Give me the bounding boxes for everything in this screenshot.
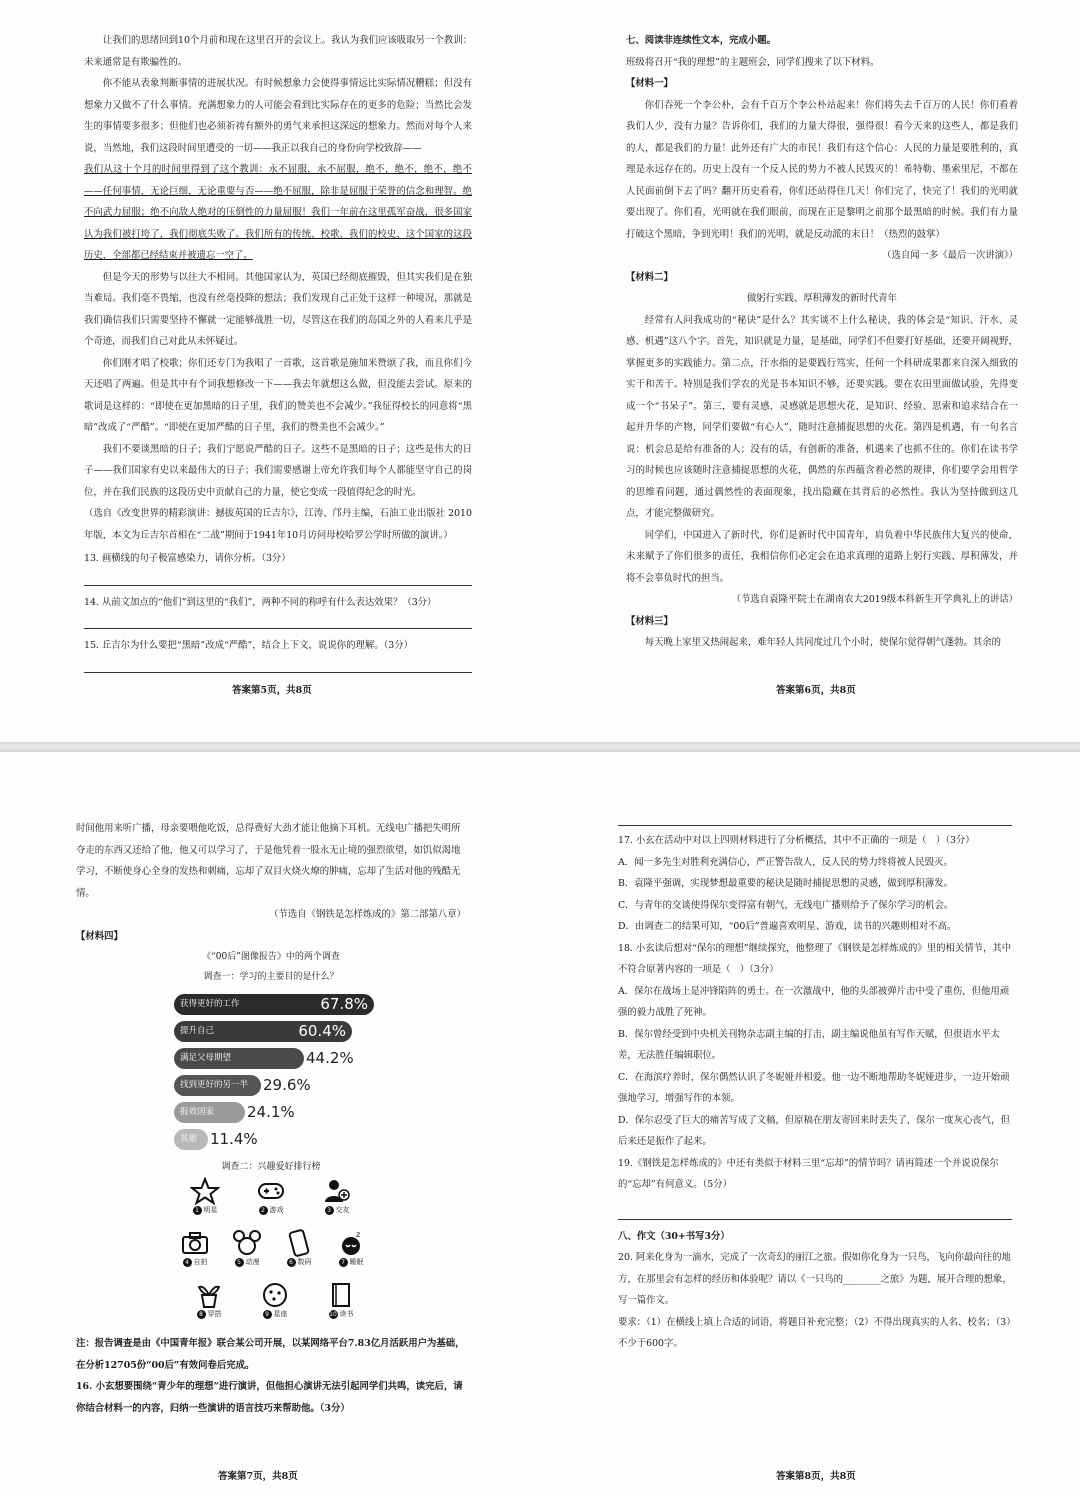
survey-bar xyxy=(174,1129,208,1150)
survey-title: 《“00后”图像报告》中的两个调查 xyxy=(202,952,340,962)
top-sheet xyxy=(0,0,1080,742)
survey-bar-label: 其他 xyxy=(180,1133,198,1144)
sleep-icon xyxy=(336,1229,366,1257)
hobby-label: 动漫 xyxy=(245,1258,260,1266)
p5-paragraph-2: 你不能从表象判断事情的进展状况。有时候想象力会使得事情远比实际情况糟糕；但没有想象力又做不了什么事情。充满想象力的人可能会看到比实际存在的更多的危险；当然比会发生的事情要多很多；但他们也必须祈祷有额外的勇气来承担这深远的想象力。然而对每个人来说，当然地，我们这段时间里遭受的一切——我正以我自己的身份向学校致辞—— xyxy=(84,78,472,154)
camera-icon xyxy=(180,1229,210,1257)
hobby-label: 自拍 xyxy=(193,1258,208,1266)
zodiac-icon xyxy=(260,1281,290,1309)
hobby-item xyxy=(228,1229,266,1267)
rank-badge: 1 xyxy=(193,1206,202,1215)
hobby-item xyxy=(190,1281,228,1319)
hobby-label: 游戏 xyxy=(269,1206,284,1214)
material-2-source: （节选自袁隆平院士在湖南农大2019级本科新生开学典礼上的讲话） xyxy=(731,594,1018,605)
q18-option-d[interactable]: D．保尔忍受了巨大的痛苦写成了文稿，但原稿在朋友寄回来时丢失了，保尔一度灰心丧气，但后来还是振作了起来。 xyxy=(618,1114,1010,1147)
material-2-label: 【材料二】 xyxy=(626,271,673,283)
material-2-paragraph-1: 经常有人问我成功的“秘诀”是什么？其实谈不上什么秘诀，我的体会是“知识、汗水、灵感、机遇”这八个字。首先，知识就是力量，是基础，同学们不但要打好基础，还要开阔视野，掌握更多的实践能力。第二点，汗水指的是要践行笃实，任何一个科研成果都来自深入细致的实干和苦干。特别是我们学农的光是书本知识不够，还要实践。要在农田里面做试验，先得变成一个“书呆子”。第三，要有灵感，灵感就是思想火花，是知识、经验、思索和追求结合在一起并升华的产物，同学们要做“有心人”，随时注意捕捉思想的火花。第四是机遇，有一句名言说：机会总是给有准备的人；没有的话，有创新的准备，机遇来了也抓不住的。你们在读书学习的时候也应该随时注意捕捉思想的火花，偶然的东西蕴含着必然的规律，你们要学会用哲学的思维看问题，通过偶然性的表面现象，找出隐藏在其背后的必然性。我认为坚持做到这几点，才能完整做研究。 xyxy=(626,314,1018,519)
p5-source: （选自《改变世界的精彩演讲：撼拔英国的丘吉尔》，江涛、邝丹主编，石油工业出版社 2010年版，本文为丘吉尔首相在“二战”期间于1941年10月访问母校哈罗公学时所做的演讲。） xyxy=(84,508,472,541)
page-7-footer: 答案第7页，共8页 xyxy=(218,1471,298,1482)
rank-badge: 10 xyxy=(329,1310,337,1318)
page-8-footer: 答案第8页，共8页 xyxy=(776,1471,856,1482)
survey-bar-label: 找到更好的另一半 xyxy=(180,1079,249,1090)
gamepad-icon xyxy=(256,1177,286,1205)
question-18: 18. 小玄读后想对“保尔的理想”继续探究，他整理了《钢铁是怎样炼成的》里的相关情节，其中不符合原著内容的一项是（ ）（3分） xyxy=(618,942,1012,975)
q18-option-b[interactable]: B．保尔曾经受到中央机关刊物杂志副主编的打击，副主编说他虽有写作天赋，但很语水平太差，无法胜任编辑职位。 xyxy=(618,1028,1000,1061)
material-3-continued: 时间他用来听广播，母亲要喂他吃饭，总得费好大劲才能让他摘下耳机。无线电广播把失明所夺走的东西又还给了他，他又可以学习了，于是他凭着一股永无止境的强烈欲望，如饥似渴地学习，不断使身心全身的发热和刺痛，忘却了双目火烧火燎的肿痛，忘却了生活对他的残酷无情。 xyxy=(76,823,461,899)
material-1-label: 【材料一】 xyxy=(626,78,673,89)
hobby-item xyxy=(318,1177,356,1215)
rank-badge: 7 xyxy=(339,1258,348,1267)
hobby-row-3 xyxy=(190,1281,376,1319)
survey-bar-label: 提升自己 xyxy=(180,1025,215,1036)
q17-option-a[interactable]: A．闻一多先生对胜利充满信心，严正警告敌人，反人民的势力终将被人民毁灭。 xyxy=(618,856,953,868)
answer-line-14[interactable] xyxy=(84,613,472,629)
question-17: 17. 小玄在活动中对以上四则材料进行了分析概括，其中不正确的一项是（ ）（3分） xyxy=(618,835,975,846)
survey-bar-row xyxy=(174,991,466,1018)
survey-bar-label: 获得更好的工作 xyxy=(180,998,240,1009)
survey-bar xyxy=(174,994,374,1015)
answer-line-19[interactable] xyxy=(618,1204,1012,1220)
survey-bar-value: 29.6% xyxy=(263,1075,311,1094)
answer-line-15[interactable] xyxy=(84,657,472,673)
survey-bar xyxy=(174,1048,304,1069)
question-14: 14. 从前文加点的“他们”到这里的“我们”，两种不同的称呼有什么表达效果？（3分） xyxy=(84,596,437,608)
survey-bar-value: 24.1% xyxy=(247,1102,295,1121)
answer-line-16[interactable] xyxy=(618,818,1012,826)
q17-option-c[interactable]: C．与青年的交谈使得保尔变得富有朝气，无线电广播则给予了保尔学习的机会。 xyxy=(618,899,954,911)
p5-underlined-passage: 我们从这十个月的时间里得到了这个教训：永不屈服，永不屈服，绝不，绝不，绝不，绝不——任何事情，无论巨细，无论重要与否——绝不屈服，除非是屈服于荣誉的信念和理智。绝不向武力屈服；绝不向敌人绝对的压倒性的力量屈服！我们一年前在这里孤军奋战，很多国家认为我们被打垮了，我们彻底失败了。我们所有的传统、校歌、我们的校史、这个国家的这段历史，全部都已经结束并被遗忘一空了。 xyxy=(84,164,472,261)
section-7-heading: 七、阅读非连续性文本，完成小题。 xyxy=(626,35,777,46)
survey-1-title: 调查一：学习的主要目的是什么？ xyxy=(203,972,339,982)
hobby-row-2 xyxy=(176,1229,376,1267)
q17-option-b[interactable]: B．袁隆平强调，实现梦想最重要的秘诀是随时捕捉思想的灵感，做到厚积薄发。 xyxy=(618,878,954,889)
hobby-label: 交友 xyxy=(335,1206,350,1214)
q17-option-d[interactable]: D．由调查二的结果可知，“00后”普遍喜欢明星、游戏，读书的兴趣则相对不高。 xyxy=(618,921,957,932)
section-8-heading: 八、作文（30+书写3分） xyxy=(618,1230,730,1242)
survey-bar-row xyxy=(174,1072,466,1099)
hobby-label: 读书 xyxy=(339,1310,354,1318)
survey-bar-row xyxy=(174,1126,466,1153)
survey-bar-value: 44.2% xyxy=(306,1048,354,1067)
sheet-divider xyxy=(0,742,1080,752)
plant-icon xyxy=(194,1281,224,1309)
survey-bar-row xyxy=(174,1099,466,1126)
survey-bar-value: 67.8% xyxy=(320,994,368,1013)
page-6 xyxy=(626,30,1018,654)
hobby-ranking xyxy=(176,1177,376,1319)
rank-badge: 5 xyxy=(235,1258,244,1267)
hobby-item xyxy=(256,1281,294,1319)
anime-icon xyxy=(232,1229,262,1257)
hobby-item xyxy=(280,1229,318,1267)
friends-icon xyxy=(322,1177,352,1205)
page-7 xyxy=(76,818,466,1419)
rank-badge: 2 xyxy=(259,1206,268,1215)
survey-bar-value: 11.4% xyxy=(210,1129,258,1148)
hobby-item xyxy=(322,1281,360,1319)
survey-bar-row xyxy=(174,1018,466,1045)
material-2-title: 做躬行实践、厚积薄发的新时代青年 xyxy=(746,293,897,304)
page-8 xyxy=(618,818,1012,1355)
material-3-text: 每天晚上家里又热闹起来，难年轻人共同度过几个小时，使保尔觉得朝气蓬勃。其余的 xyxy=(644,637,1002,648)
hobby-label: 星座 xyxy=(273,1310,288,1318)
question-19: 19.《钢铁是怎样炼成的》中还有类似于材料三里“忘却”的情节吗？请再简述一个并说说保尔的“忘却”有何意义。（5分） xyxy=(618,1157,999,1190)
rank-badge: 8 xyxy=(197,1310,206,1319)
page-6-footer: 答案第6页，共8页 xyxy=(776,685,856,696)
survey-bar-label: 满足父母期望 xyxy=(180,1052,232,1063)
q18-option-c[interactable]: C．在海滨疗养时，保尔偶然认识了冬妮娅并相爱。他一边不断地帮助冬妮娅进步，一边开始顽强地学习，增强写作的本领。 xyxy=(618,1071,1010,1104)
material-3-label: 【材料三】 xyxy=(626,615,673,627)
q18-option-a[interactable]: A．保尔在战场上是冲锋陷阵的勇士。在一次激战中，他的头部被弹片击中受了重伤，但他用顽强的毅力战胜了死神。 xyxy=(618,985,1010,1018)
survey-bar xyxy=(174,1102,245,1123)
material-1-text: 你们吞死一个李公朴，会有千百万个李公朴站起来！你们将失去千百万的人民！你们看着我们人少，没有力量？告诉你们，我们的力量大得很，强得很！看今天来的这些人，都是我们的人，都是我们的力量！此外还有广大的市民！我们有这个信心：人民的力量是要胜利的，真理是永远存在的。历史上没有一个反人民的势力不被人民毁灭的！希特勒、墨索里尼，不都在人民面前倒下去了吗？翻开历史看看，你们还站得住几天！你们完了，快完了！我们的光明就要出现了。你们看，光明就在我们眼前，而现在正是黎明之前那个最黑暗的时候。我们有力量打破这个黑暗，争到光明！我们的光明，就是反动派的末日！（热烈的鼓掌） xyxy=(626,99,1018,240)
question-16: 16. 小玄想要围绕“青少年的理想”进行演讲，但他担心演讲无法引起同学们共鸣，读完后，请你结合材料一的内容，归纳一些演讲的语言技巧来帮助他。（3分） xyxy=(76,1381,463,1414)
survey-bar xyxy=(174,1075,261,1096)
hobby-item xyxy=(176,1229,214,1267)
hobby-label: 睡眠 xyxy=(349,1258,364,1266)
svg-text:z: z xyxy=(356,1230,361,1239)
survey-bar-label: 报效国家 xyxy=(180,1106,215,1117)
essay-requirements: 要求：（1）在横线上填上合适的词语，将题目补充完整；（2）不得出现真实的人名、校名；（3）不少于600字。 xyxy=(618,1316,1011,1349)
hobby-label: 明星 xyxy=(203,1206,218,1214)
p5-paragraph-1: 让我们的思绪回到10个月前和现在这里召开的会议上。我认为我们应该吸取另一个教训：未来通常是有欺骗性的。 xyxy=(84,35,472,68)
rank-badge: 3 xyxy=(325,1206,334,1215)
page-5-footer: 答案第5页，共8页 xyxy=(232,685,312,696)
question-20: 20. 阿来化身为一滴水，完成了一次奇幻的丽江之旅。假如你化身为一只鸟，飞向你最向往的地方，在那里会有怎样的经历和体验呢？请以《一只鸟的________之旅》为题，展开合理的想象，写一篇作文。 xyxy=(618,1252,1012,1306)
rank-badge: 4 xyxy=(183,1258,192,1267)
material-3-source: （节选自《钢铁是怎样炼成的》第二部第八章） xyxy=(269,909,466,920)
p5-paragraph-6: 我们不要谈黑暗的日子；我们宁愿说严酷的日子。这些不是黑暗的日子；这些是伟大的日子——我们国家有史以来最伟大的日子；我们需要感谢上帝允许我们每个人都能坚守自己的岗位，并在我们民族的这段历史中贡献自己的力量，使它变成一段值得纪念的时光。 xyxy=(84,443,472,498)
rank-badge: 9 xyxy=(263,1310,272,1319)
page-5 xyxy=(84,30,472,679)
hobby-row-1 xyxy=(186,1177,376,1215)
survey-1-bar-chart xyxy=(174,991,466,1153)
material-2-paragraph-2: 同学们，中国进入了新时代，你们是新时代中国青年，肩负着中华民族伟大复兴的使命，未来赋予了你们很多的责任，我相信你们必定会在追求真理的道路上躬行实践、厚积薄发，并将不会辜负时代的担当。 xyxy=(626,529,1018,584)
hobby-label: 数码 xyxy=(297,1258,312,1266)
material-4-label: 【材料四】 xyxy=(76,930,123,942)
survey-bar xyxy=(174,1021,352,1042)
hobby-label: 穿搭 xyxy=(207,1310,222,1318)
material-1-source: （选自闻一多《最后一次讲演》） xyxy=(882,250,1018,261)
phone-icon xyxy=(284,1229,314,1257)
p5-paragraph-4: 但是今天的形势与以往大不相同。其他国家认为，英国已经彻底摧毁，但其实我们是在独当难局。我们毫不畏缩，也没有丝毫投降的想法；我们发现自己正处于这样一种境况，那就是我们确信我们只需要坚持不懈就一定能够战胜一切，尽管这在我们的岛国之外的人看来几乎是个奇迹，而我们自己对此从未怀疑过。 xyxy=(84,271,472,347)
bottom-sheet xyxy=(0,752,1080,1497)
answer-line-13[interactable] xyxy=(84,570,472,586)
book-icon xyxy=(326,1281,356,1309)
hobby-item xyxy=(332,1229,370,1267)
p5-paragraph-5: 你们刚才唱了校歌；你们还专门为我唱了一首歌，这首歌是施加米赞颂了我，而且你们今天还唱了两遍。但是其中有个词我想修改一下——我去年就想这么做，但没能去尝试。原来的歌词是这样的：“即使在更加黑暗的日子里，我们的赞美也不会减少。”我征得校长的同意将“黑暗”改成了“严酷”。“即使在更加严酷的日子里，我们的赞美也不会减少。” xyxy=(84,357,472,433)
survey-bar-row xyxy=(174,1045,466,1072)
hobby-item xyxy=(186,1177,224,1215)
section-7-intro: 班级将召开“我的理想”的主题班会，同学们搜来了以下材料。 xyxy=(626,56,880,68)
question-15: 15. 丘吉尔为什么要把“黑暗”改成“严酷”，结合上下文，说说你的理解。（3分） xyxy=(84,640,413,651)
question-13: 13. 画横线的句子极富感染力，请你分析。（3分） xyxy=(84,553,291,564)
rank-badge: 6 xyxy=(287,1258,296,1267)
survey-note: 注：报告调查是由《中国青年报》联合某公司开展，以某网络平台7.83亿月活跃用户为基础，在分析12705份“00后”有效问卷后完成。 xyxy=(76,1338,465,1371)
survey-bar-value: 60.4% xyxy=(298,1021,346,1040)
survey-2-title: 调查二：兴趣爱好排行榜 xyxy=(221,1162,321,1172)
star-icon xyxy=(190,1177,220,1205)
hobby-item xyxy=(252,1177,290,1215)
